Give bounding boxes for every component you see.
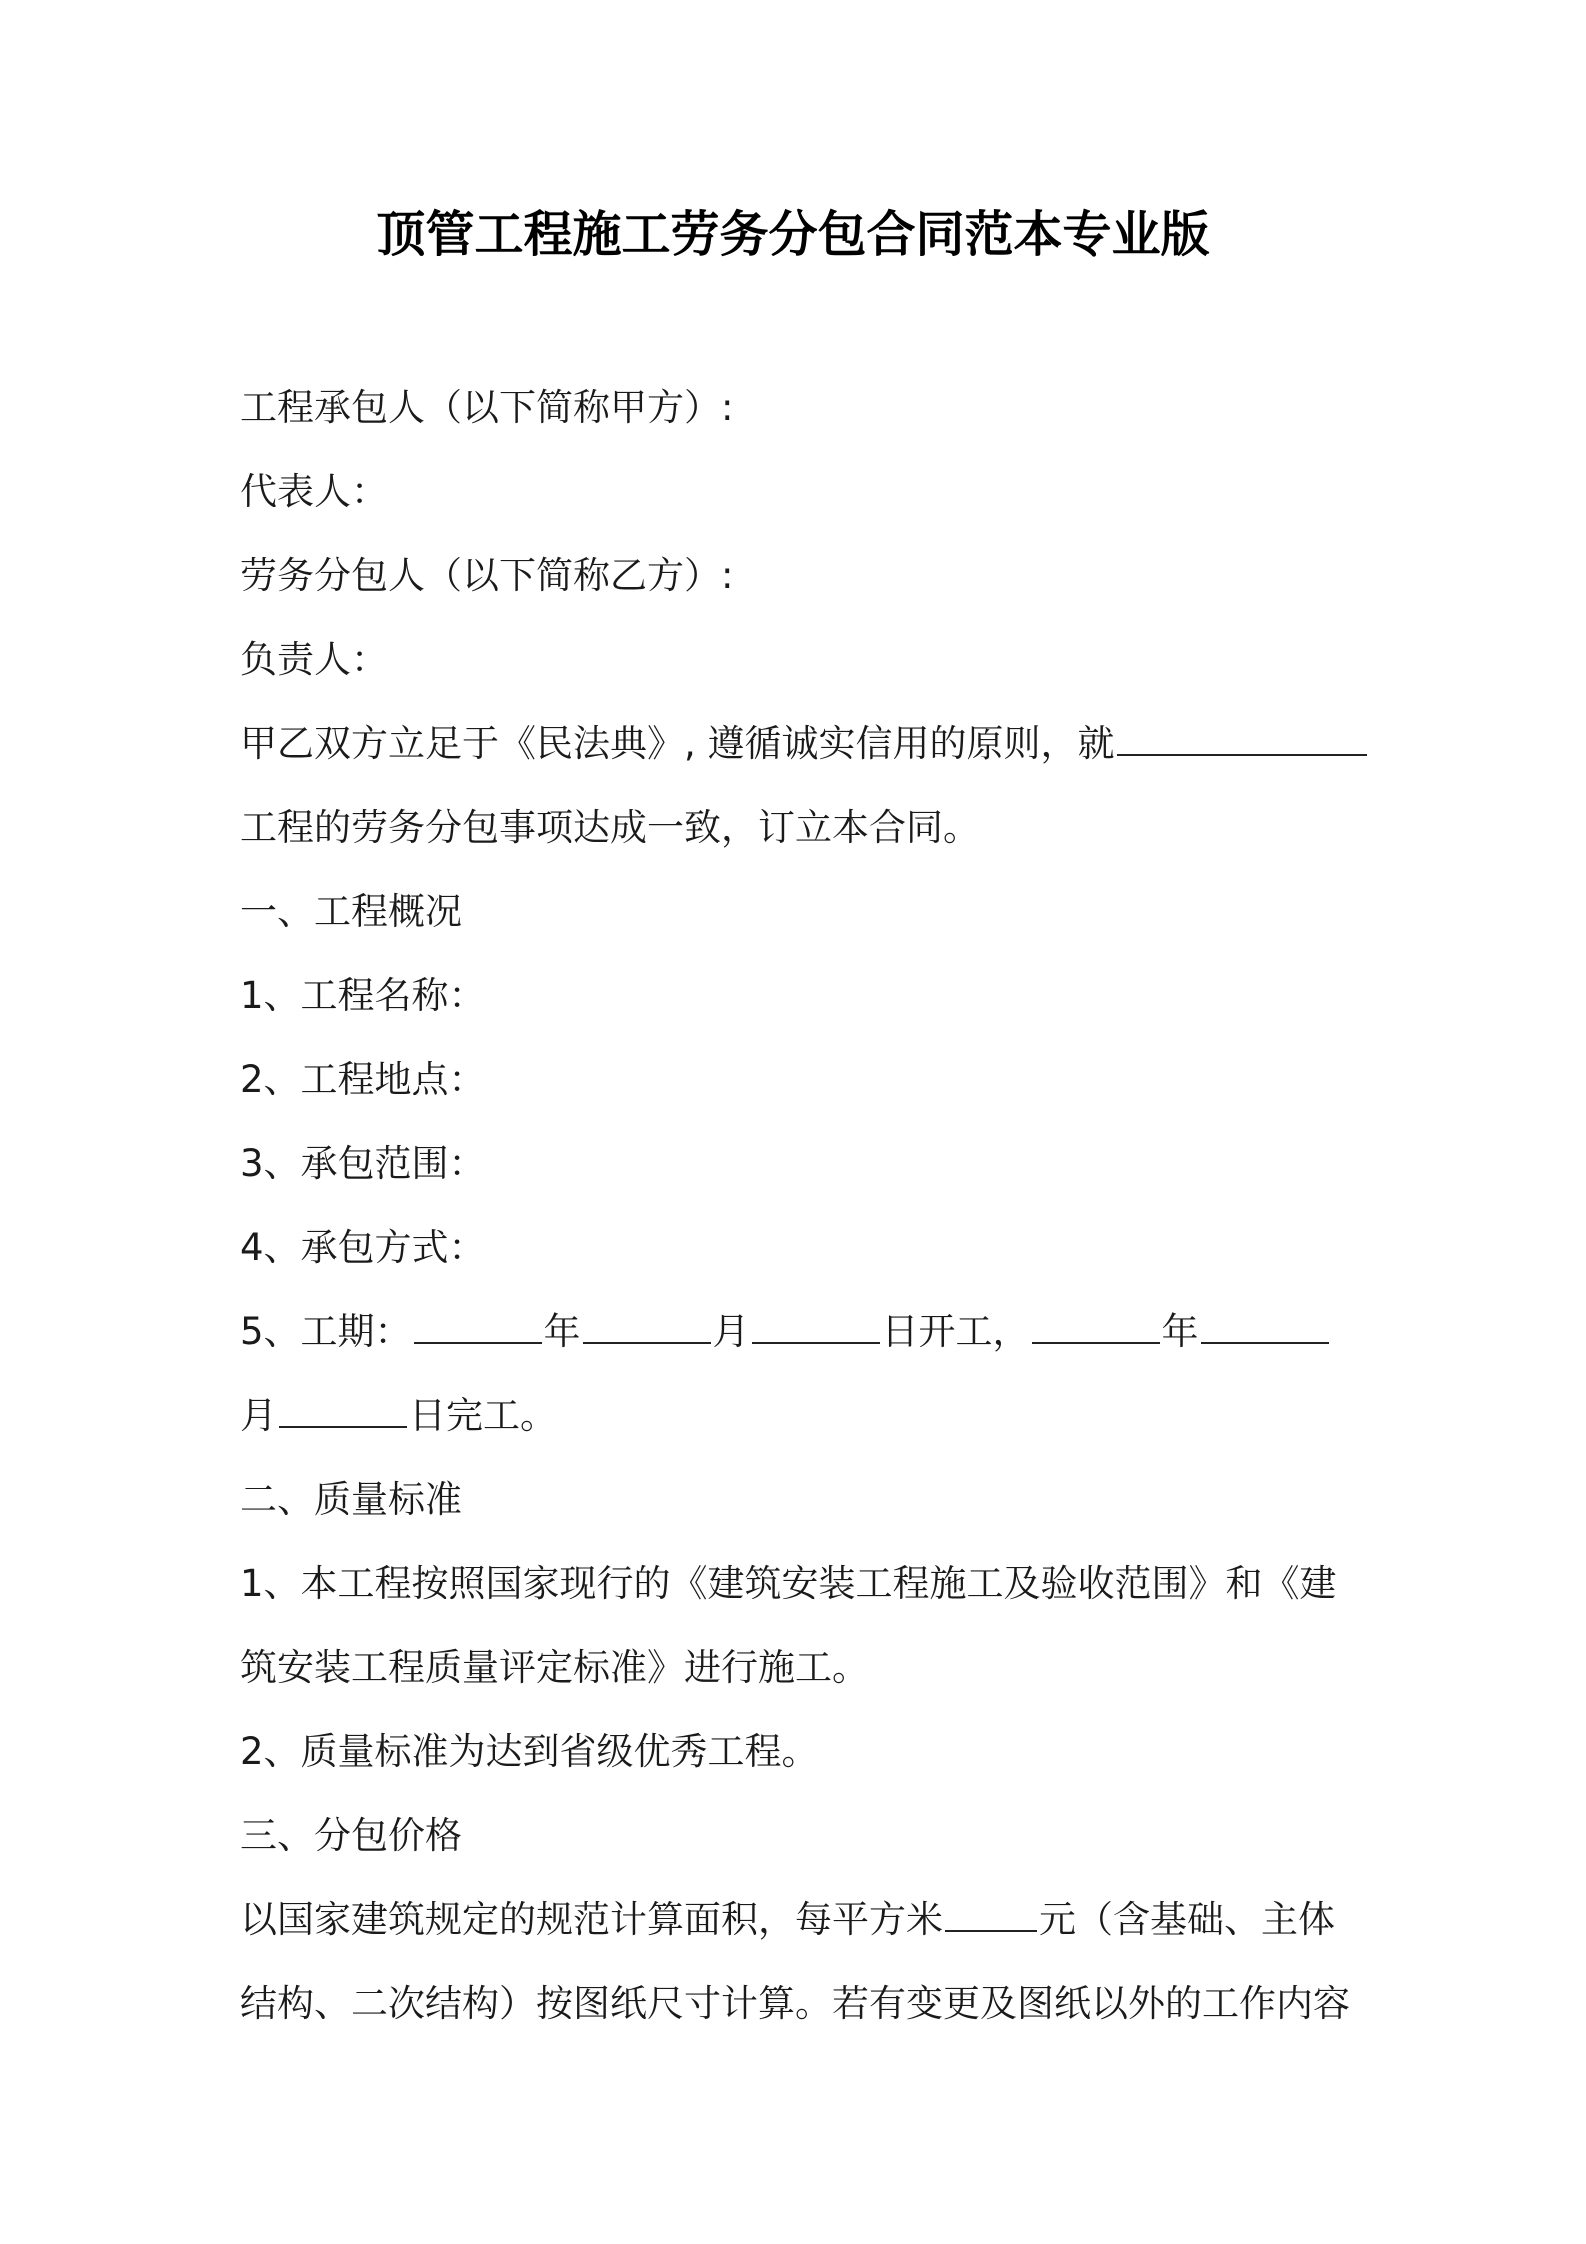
end-label: 日完工。 [409,1394,557,1437]
end-year-blank [1032,1300,1160,1344]
schedule-label: 5、工期： [240,1310,412,1353]
year-label-2: 年 [1161,1310,1199,1353]
representative-line: 代表人： [240,470,388,513]
end-month-blank [1201,1300,1329,1344]
preamble-text: 甲乙双方立足于《民法典》, 遵循诚实信用的原则，就 [240,722,1115,765]
quality-item-1-line-1: 1、本工程按照国家现行的《建筑安装工程施工及验收范围》和《建 [240,1562,1337,1605]
responsible-person-line: 负责人： [240,638,388,681]
preamble-line-1 [240,702,1355,786]
end-day-blank [279,1384,407,1428]
year-label: 年 [543,1310,581,1353]
price-text: 以国家建筑规定的规范计算面积，每平方米 [240,1898,943,1941]
price-unit-text: 元（含基础、主体 [1039,1898,1335,1941]
contract-method-item: 4、承包方式： [240,1226,486,1269]
month-label: 月 [712,1310,750,1353]
schedule-line-1 [240,1290,1355,1374]
start-day-blank [752,1300,880,1344]
start-label: 日开工， [881,1310,1030,1353]
month-label-2: 月 [240,1394,277,1437]
price-line-2: 结构、二次结构）按图纸尺寸计算。若有变更及图纸以外的工作内容 [240,1982,1350,2025]
quality-item-1-line-2: 筑安装工程质量评定标准》进行施工。 [240,1646,869,1689]
party-b-line: 劳务分包人（以下简称乙方）: [240,554,734,597]
price-line-1 [240,1878,1355,1962]
start-month-blank [583,1300,711,1344]
section-heading-2: 二、质量标准 [240,1478,462,1521]
section-heading-1: 一、工程概况 [240,890,462,933]
section-heading-3: 三、分包价格 [240,1814,462,1857]
project-location-item: 2、工程地点： [240,1058,486,1101]
document-title: 顶管工程施工劳务分包合同范本专业版 [376,206,1210,263]
start-year-blank [414,1300,542,1344]
project-name-blank [1117,712,1367,756]
quality-item-2: 2、质量标准为达到省级优秀工程。 [240,1730,819,1773]
unit-price-blank [945,1888,1037,1932]
project-name-item: 1、工程名称： [240,974,486,1017]
contract-scope-item: 3、承包范围： [240,1142,486,1185]
schedule-line-2 [240,1374,1355,1458]
party-a-line: 工程承包人（以下简称甲方）: [240,386,734,429]
contract-body [240,366,1355,2046]
preamble-line-2: 工程的劳务分包事项达成一致，订立本合同。 [240,806,980,849]
